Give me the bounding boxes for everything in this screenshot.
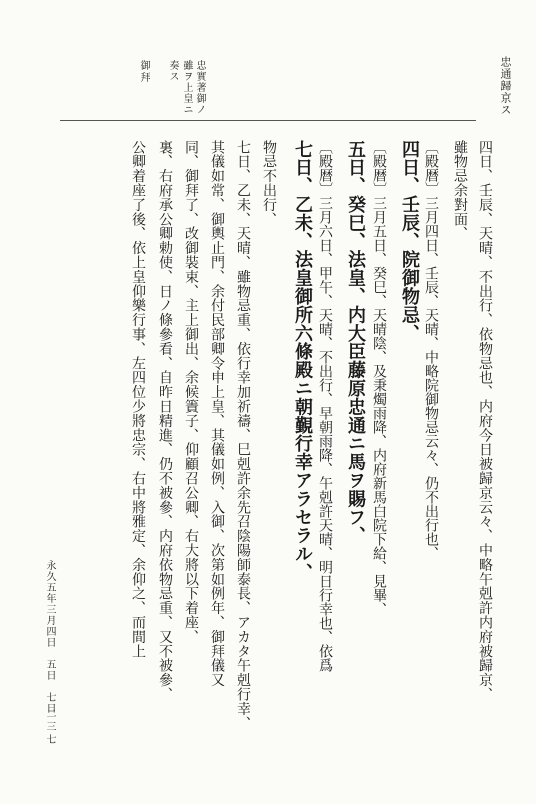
marginal-note-1: 忠實著御ノ [194, 60, 205, 115]
text-column-6: 〔殿暦〕三月五日、癸巳、天晴陰、及秉燭雨降、内府新馬白院下給、見畢、 [371, 140, 387, 616]
colophon: 永久五年三月四日 五日 七日 [44, 560, 55, 714]
heading-column-5: 五日、癸巳、法皇、内大臣藤原忠通ニ馬ヲ賜フ、 [345, 140, 366, 545]
text-column-8: 〔殿暦〕三月六日、甲午、天晴、不出行、早朝雨降、午剋許天晴、明日行幸也、依爲 [317, 140, 333, 672]
text-column-10: 七日、乙未、天晴、雖物忌重、依行幸加祈禱、巳剋許余先召陰陽師泰長、アカタ午剋行幸、 [235, 140, 251, 731]
text-column-12: 同、御拜了、改御裝束、主上御出、余候簀子、仰顧召公卿、右大將以下着座、 [183, 140, 199, 644]
marginal-note-3: 奏ス [167, 60, 178, 82]
text-column-2: 雖物忌余對面、 [452, 140, 468, 241]
text-column-4: 〔殿暦〕三月四日、壬辰、天晴、中略院御物忌云々、仍不出行也、 [423, 140, 439, 560]
running-header-title: 忠通歸京ス [499, 56, 512, 116]
text-column-1: 四日、壬辰、天晴、不出行、依物忌也、内府今日被歸京云々、中略午剋許内府被歸京、 [477, 140, 493, 702]
heading-column-3: 四日、壬辰、院御物忌、 [399, 140, 420, 343]
marginal-note-2: 雖ヲ上皇ニ [181, 60, 192, 115]
header-rule [60, 120, 476, 121]
page-number: 二三七 [44, 708, 55, 747]
heading-column-7: 七日、乙未、法皇御所六條殿ニ朝覲行幸アラセラル、 [292, 140, 313, 582]
header-left-label: 御拜 [138, 60, 149, 84]
text-column-13: 裏、右府承公卿勅使、日ノ條參看、自昨日精進、仍不被參、内府依物忌重、又不被參、 [157, 140, 173, 702]
text-column-14: 公卿着座了後、依上皇仰樂行事、左四位少將忠宗、右中將雅定、余仰之、而間上 [130, 140, 146, 659]
text-column-11: 其儀如常、御輿止門、余付民部卿令申上皇、其儀如例、入御、次第如例年、御拜儀又 [209, 140, 225, 688]
text-column-9: 物忌不出行、 [261, 140, 277, 227]
